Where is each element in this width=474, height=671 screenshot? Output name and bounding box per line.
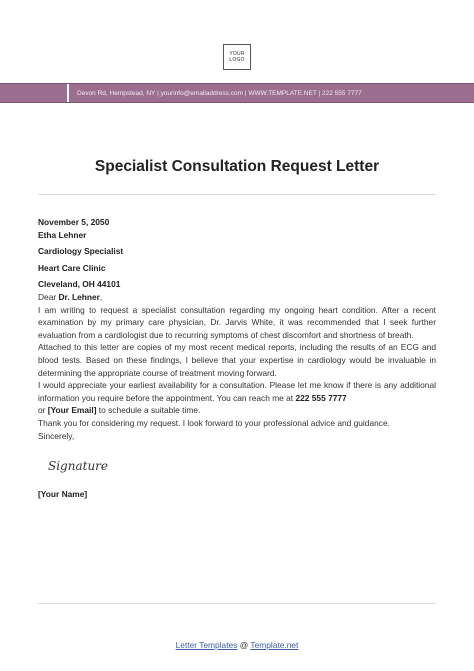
signature-image: Signature: [48, 459, 109, 474]
contact-bar: [67, 84, 474, 102]
recipient-location: Cleveland, OH 44101: [38, 279, 121, 290]
recipient-title: Cardiology Specialist: [38, 246, 124, 257]
logo-text-line1: YOUR: [229, 51, 245, 57]
company-logo: [223, 44, 251, 70]
letter-templates-link[interactable]: Letter Templates: [175, 640, 238, 650]
paragraph-3: [38, 379, 436, 417]
logo-text-line2: LOGO: [229, 57, 245, 63]
header-band: [0, 83, 474, 103]
paragraph-3-text-a: I would appreciate your earliest availability for a consultation. Please let me know if there is any additional information you require before the appointment. You can reach me at: [38, 380, 436, 403]
salutation-name: Dr. Lehner: [58, 291, 100, 302]
contact-info: Devon Rd, Hempstead, NY | yourinfo@emailaddress.com | WWW.TEMPLATE.NET | 222 555 7777: [77, 89, 362, 97]
title-divider: [38, 194, 436, 195]
salutation-prefix: Dear: [38, 291, 59, 302]
letter-date: November 5, 2050: [38, 217, 110, 227]
template-net-link[interactable]: Template.net: [250, 640, 299, 650]
paragraph-4: Thank you for considering my request. I look forward to your professional advice and guidance.: [38, 417, 390, 428]
recipient-org: Heart Care Clinic: [38, 262, 106, 273]
paragraph-3-text-b: or: [38, 405, 48, 416]
salutation: [38, 291, 436, 304]
footer-divider: [38, 603, 436, 604]
closing: Sincerely,: [38, 430, 75, 441]
sender-phone: 222 555 7777: [295, 392, 347, 403]
page-title: Specialist Consultation Request Letter: [94, 158, 380, 175]
sender-name: [Your Name]: [38, 489, 88, 500]
paragraph-1: I am writing to request a specialist consultation regarding my ongoing heart condition. After a recent examination by my primary care physician, Dr. Jarvis White, it was recommended that I seek further evaluation from a cardiologist due to recurring symptoms of chest discomfort and shortness of breath.: [38, 304, 436, 340]
footer: [0, 640, 474, 650]
recipient-name: Etha Lehner: [38, 229, 87, 240]
letter-body: [38, 216, 436, 501]
footer-separator: @: [237, 640, 251, 650]
paragraph-3-text-c: to schedule a suitable time.: [96, 405, 201, 416]
paragraph-2: Attached to this letter are copies of my most recent medical reports, including the results of an ECG and blood tests. Based on these findings, I believe that your expertise in cardiology would be invaluable in determining the appropriate course of treatment moving forward.: [38, 342, 436, 378]
sender-email: [Your Email]: [47, 405, 97, 416]
salutation-suffix: ,: [99, 291, 103, 302]
